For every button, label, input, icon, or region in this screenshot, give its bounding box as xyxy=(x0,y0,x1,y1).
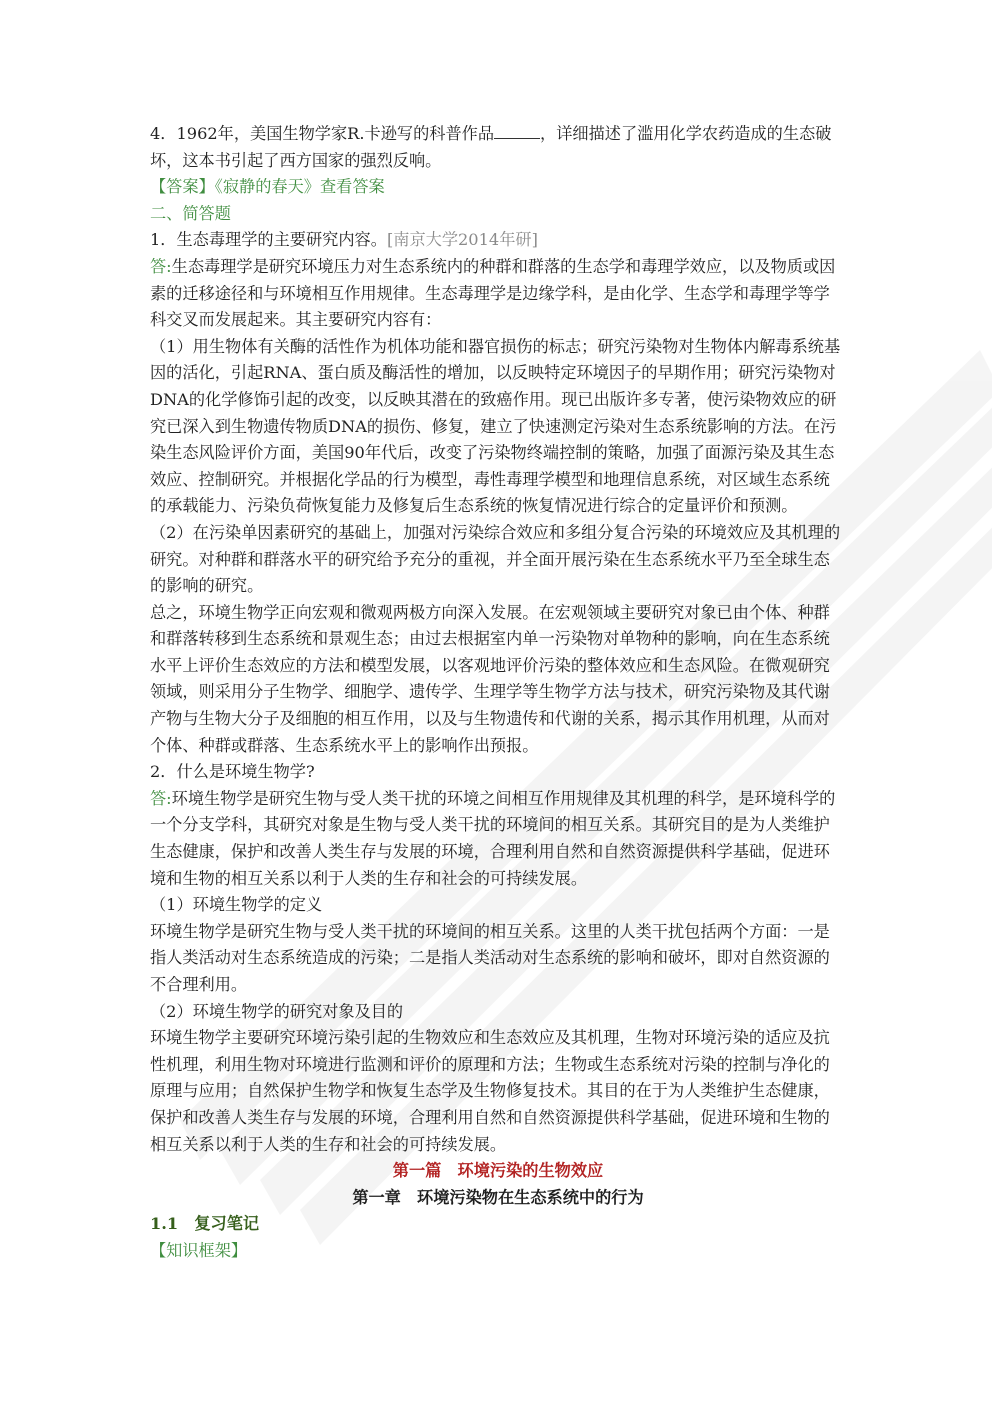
question-2-paragraph-2: 环境生物学主要研究环境污染引起的生物效应和生态效应及其机理，生物对环境污染的适应及抗性机理，利用生物对环境进行监测和评价的原理和方法；生物或生态系统对污染的控制与净化的原理与应用；自然保护生物学和恢复生态学及生物修复技术。其目的在于为人类维护生态健康，保护和改善人类生存与发展的环境，合理利用自然和自然资源提供科学基础，促进环境和生物的相互关系以利于人类的生存和社会的可持续发展。 xyxy=(150,1028,830,1154)
view-answer-link[interactable]: 查看答案 xyxy=(319,177,385,197)
question-2-title: 2．什么是环境生物学? xyxy=(150,762,315,782)
question-1-point-1: （1）用生物体有关酶的活性作为机体功能和器官损伤的标志；研究污染物对生物体内解毒系统基因的活化，引起RNA、蛋白质及酶活性的增加，以反映特定环境因子的早期作用；研究污染物对DNA的化学修饰引起的改变，以反映其潜在的致癌作用。现已出版许多专著，使污染物效应的研究已深入到生物遗传物质DNA的损伤、修复，建立了快速测定污染对生态系统影响的方法。在污染生态风险评价方面，美国90年代后，改变了污染物终端控制的策略，加强了面源污染及其生态效应、控制研究。并根据化学品的行为模型，毒性毒理学模型和地理信息系统，对区域生态系统的承载能力、污染负荷恢复能力及修复后生态系统的恢复情况进行综合的定量评价和预测。 xyxy=(150,336,841,516)
question-4-text-after: ，详细描述了滥用化学农药造成的生态破坏，这本书引起了西方国家的强烈反响。 xyxy=(150,124,832,170)
question-2-paragraph-1: 环境生物学是研究生物与受人类干扰的环境间的相互关系。这里的人类干扰包括两个方面：一是指人类活动对生态系统造成的污染；二是指人类活动对生态系统的影响和破坏，即对自然资源的不合理利用。 xyxy=(150,921,830,994)
question-1-text: 1．生态毒理学的主要研究内容。 xyxy=(150,230,387,250)
document-body xyxy=(150,120,846,1265)
answer-intro-text: 环境生物学是研究生物与受人类干扰的环境之间相互作用规律及其机理的科学，是环境科学的一个分支学科，其研究对象是生物与受人类干扰的环境间的相互关系。其研究目的是为人类维护生态健康，保护和改善人类生存与发展的环境，合理利用自然和自然资源提供科学基础，促进环境和生物的相互关系以利于人类的生存和社会的可持续发展。 xyxy=(150,788,836,888)
question-1-source: [南京大学2014年研] xyxy=(386,230,538,250)
section-heading-short-answer: 二、简答题 xyxy=(150,203,231,223)
question-2-answer-intro xyxy=(150,786,846,892)
question-2-subheading-2: （2）环境生物学的研究对象及目的 xyxy=(150,1001,404,1021)
answer-label: 【答案】 xyxy=(150,177,215,197)
answer-intro-text: 生态毒理学是研究环境压力对生态系统内的种群和群落的生态学和毒理学效应，以及物质或因素的迁移途径和与环境相互作用规律。生态毒理学是边缘学科，是由化学、生态学和毒理学等学科交叉而发展起来。其主要研究内容有： xyxy=(150,256,836,330)
answer-4 xyxy=(150,174,846,201)
answer-label: 答: xyxy=(150,256,172,276)
answer-blank xyxy=(494,120,540,139)
knowledge-frame-label: 【知识框架】 xyxy=(150,1240,248,1260)
section-title: 1.1 复习笔记 xyxy=(150,1214,260,1234)
answer-value: 《寂静的春天》 xyxy=(214,177,320,197)
question-1-title xyxy=(150,227,846,254)
question-4-text-before: 4．1962年，美国生物学家R.卡逊写的科普作品 xyxy=(150,124,495,143)
chapter-title: 第一章 环境污染物在生态系统中的行为 xyxy=(352,1187,644,1207)
question-1-answer-intro xyxy=(150,254,846,334)
answer-label: 答: xyxy=(150,788,172,808)
question-1-point-2: （2）在污染单因素研究的基础上，加强对污染综合效应和多组分复合污染的环境效应及其机理的研究。对种群和群落水平的研究给予充分的重视，并全面开展污染在生态系统水平乃至全球生态的影响的研究。 xyxy=(150,522,841,596)
question-4 xyxy=(150,120,846,174)
question-2-subheading-1: （1）环境生物学的定义 xyxy=(150,895,323,915)
question-1-summary: 总之，环境生物学正向宏观和微观两极方向深入发展。在宏观领域主要研究对象已由个体、种群和群落转移到生态系统和景观生态；由过去根据室内单一污染物对单物种的影响，向在生态系统水平上评价生态效应的方法和模型发展，以客观地评价污染的整体效应和生态风险。在微观研究领域，则采用分子生物学、细胞学、遗传学、生理学等生物学方法与技术，研究污染物及其代谢产物与生物大分子及细胞的相互作用，以及与生物遗传和代谢的关系，揭示其作用机理，从而对个体、种群或群落、生态系统水平上的影响作出预报。 xyxy=(150,602,830,755)
part-title: 第一篇 环境污染的生物效应 xyxy=(392,1161,604,1181)
